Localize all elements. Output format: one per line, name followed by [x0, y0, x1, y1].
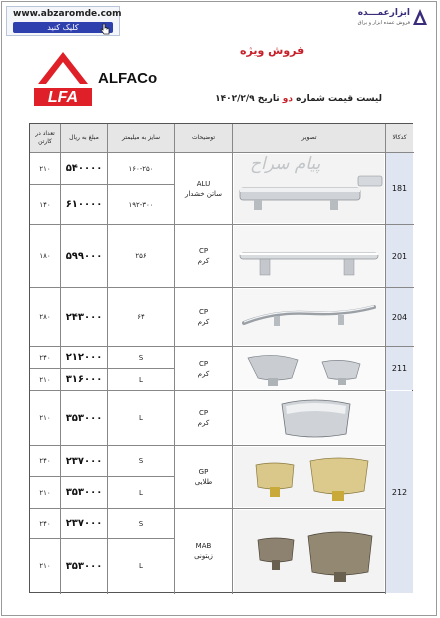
header-description: توضیحات	[175, 124, 232, 152]
logo-mark-letters: LFA	[47, 89, 79, 106]
row-size: S	[138, 519, 144, 528]
knob-212-cp-image	[234, 392, 384, 444]
alfa-logo-icon	[30, 50, 96, 108]
row-description	[175, 288, 232, 346]
finish-code: CP	[198, 308, 209, 316]
row-price: ۳۵۳۰۰۰	[65, 487, 103, 498]
row-price: ۲۳۷۰۰۰	[65, 518, 103, 529]
row-size: ۱۶۰-۲۵۰	[128, 164, 154, 173]
row-carton-qty: ۱۸۰	[39, 252, 51, 260]
header-price: مبلغ به ریال	[61, 124, 107, 152]
row-size: S	[138, 353, 144, 362]
row-price: ۲۱۲۰۰۰	[65, 352, 103, 363]
knob-211-image	[234, 348, 384, 389]
date-label: تاریخ	[257, 94, 280, 104]
price-table	[29, 123, 413, 593]
finish-code: ALU	[196, 179, 211, 188]
row-description	[175, 225, 232, 287]
price-list-number: دو	[282, 94, 293, 104]
finish-name: ساتن خشدار	[184, 189, 223, 198]
row-carton-qty: ۲۱۰	[39, 414, 51, 422]
row-code: 204	[386, 288, 413, 346]
row-carton-qty: ۲۱۰	[39, 375, 51, 384]
row-carton-qty: ۲۸۰	[39, 313, 51, 321]
finish-code: CP	[198, 359, 209, 368]
finish-name: زیتونی	[194, 552, 213, 560]
click-here-button[interactable]: کلیک کنید	[13, 22, 113, 33]
row-size: L	[139, 414, 143, 422]
row-carton-qty: ۲۱۰	[39, 562, 51, 570]
row-carton-qty: ۲۴۰	[39, 457, 51, 465]
finish-name: کرم	[197, 369, 210, 378]
row-description	[175, 446, 232, 508]
row-size: ۲۵۶	[135, 252, 147, 260]
row-carton-qty: ۲۴۰	[39, 353, 51, 362]
row-size: L	[139, 562, 143, 570]
brand-header	[338, 6, 428, 30]
price-list-label: لیست قیمت شماره	[296, 94, 382, 104]
finish-name: کرم	[197, 419, 210, 427]
row-price: ۲۳۷۰۰۰	[65, 455, 103, 467]
finish-code: CP	[198, 409, 209, 417]
row-code: 212	[386, 391, 413, 593]
row-size: L	[139, 488, 143, 497]
row-price: ۳۵۳۰۰۰	[65, 412, 103, 424]
row-size: ۶۴	[137, 313, 145, 321]
header-code: کدکالا	[386, 124, 413, 152]
row-carton-qty: ۲۱۰	[39, 164, 51, 173]
brand-name: ابزارعمـــده	[357, 8, 410, 18]
website-url[interactable]: www.abzaromde.com	[13, 9, 122, 19]
row-description	[175, 509, 232, 593]
handle-204-image	[234, 289, 384, 345]
row-price: ۶۱۰۰۰۰	[65, 199, 103, 210]
pointer-hand-icon	[99, 23, 111, 35]
row-carton-qty: ۲۴۰	[39, 519, 51, 528]
watermark-text: پیام سراح	[250, 154, 321, 174]
header-image: تصویر	[233, 124, 385, 152]
row-carton-qty: ۱۴۰	[39, 200, 51, 209]
finish-name: کرم	[197, 257, 210, 265]
row-size: S	[138, 457, 144, 465]
finish-code: GP	[198, 468, 209, 476]
knob-212-mab-image	[234, 510, 384, 592]
row-description	[175, 391, 232, 445]
finish-name: طلایی	[194, 478, 213, 486]
row-price: ۳۵۳۰۰۰	[65, 560, 103, 572]
row-carton-qty: ۲۱۰	[39, 488, 51, 497]
row-price: ۳۱۶۰۰۰	[65, 374, 103, 385]
row-code: 211	[386, 347, 413, 390]
knob-212-gp-image	[234, 447, 384, 507]
row-code: 181	[386, 153, 413, 224]
row-price: ۲۴۳۰۰۰	[65, 311, 103, 323]
row-price: ۵۹۹۰۰۰	[65, 250, 103, 262]
handle-201-image	[234, 226, 384, 286]
brand-triangle-logo-icon	[412, 8, 428, 26]
alfaco-wordmark: ALFACo	[98, 70, 158, 87]
finish-code: MAB	[195, 542, 212, 550]
row-description	[175, 347, 232, 390]
row-size: ۱۹۲-۳۰۰	[128, 200, 154, 209]
website-link-banner[interactable]	[6, 6, 120, 36]
row-description	[175, 153, 232, 224]
brand-subtitle: فروش عمده ابزار و یراق	[357, 20, 410, 26]
row-size: L	[139, 375, 143, 384]
finish-code: CP	[198, 247, 209, 255]
header-size: سایز به میلیمتر	[108, 124, 174, 152]
finish-name: کرم	[197, 318, 210, 326]
row-price: ۵۴۰۰۰۰	[65, 163, 103, 174]
row-code: 201	[386, 225, 413, 287]
page-title: فروش ویژه	[240, 44, 305, 57]
header-carton-qty: تعداد در کارتن	[30, 124, 60, 152]
price-list-info	[198, 94, 382, 104]
price-list-date: ۱۴۰۲/۲/۹	[215, 94, 255, 104]
price-list-page	[1, 1, 437, 616]
